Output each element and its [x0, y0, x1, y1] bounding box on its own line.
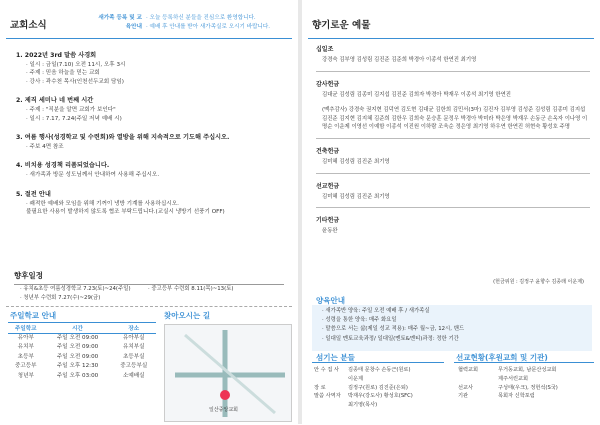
names: 무거동교회, 남문산성교회	[498, 367, 557, 373]
school-table	[8, 322, 156, 381]
list-item	[458, 375, 594, 384]
welcome-line: · 오늘 등록하신 분들을 진심으로 환영합니다.	[146, 15, 256, 21]
left-page	[0, 0, 298, 424]
table-row	[8, 334, 156, 344]
schedule-entry: · 유치&초등 여름성경학교 7.23(토)~24(주일)	[20, 286, 131, 292]
role: 장 로	[314, 384, 326, 391]
news-item-line: · 주보 4면 참조	[26, 144, 64, 151]
names: 최기영(목사)	[348, 402, 378, 409]
cell: 소예배실	[122, 372, 145, 379]
offering-group	[316, 79, 590, 100]
offering-names: 윤동완	[322, 228, 338, 235]
names: 구성태(우크), 정헌석(S국)	[498, 384, 558, 391]
missions-title: 선교현황(후원교회 및 기관)	[456, 353, 548, 362]
map-label: 일산중앙교회	[209, 407, 238, 413]
offering-names: 김미혜 김성림 김진준 최기영	[322, 193, 390, 200]
list-item	[458, 392, 594, 401]
list-item	[458, 384, 594, 393]
offering-group	[316, 106, 590, 139]
cell: 중고등부실	[120, 363, 148, 370]
list-item: · 일대일 멘토교육과정/ 일대일(멘토&멘티)과정: 정한 기간	[322, 335, 459, 342]
news-item-line: · 일시 : 7.17, 7.24(주일 저녁 예배 시)	[26, 115, 122, 122]
cell: 주일 오후 03:00	[56, 372, 99, 379]
missions-list	[458, 366, 594, 401]
news-items	[16, 50, 286, 226]
table-row	[8, 372, 156, 381]
offering-group	[316, 146, 590, 174]
offering-names: 김미혜 김성림 김진준 최기영	[322, 158, 390, 165]
schedule-row	[14, 294, 284, 303]
list-item: · 말씀으로 서는 삶(제일 성교 적용): 매주 월~금, 12시, 밴드	[322, 326, 465, 333]
news-item	[16, 95, 286, 123]
church-marker-icon	[220, 390, 230, 400]
group-divider	[316, 71, 590, 72]
list-item: · 새가족반 양육: 주일 오전 예배 후 / 새가족실	[322, 308, 430, 314]
table-row	[8, 353, 156, 362]
cell: 유아부실	[122, 335, 145, 341]
missions-divider	[454, 362, 594, 363]
cell: 초등부실	[122, 353, 145, 360]
role: 말씀 사역자	[314, 393, 341, 400]
news-item-line: · 강사 : 곽수천 목사(인천선두교회 담임)	[26, 78, 124, 85]
list-item	[314, 384, 448, 393]
cell: 초등부	[17, 353, 34, 360]
school-header-cell: 장소	[112, 323, 156, 334]
list-item	[458, 366, 594, 375]
map-svg	[165, 325, 291, 421]
news-item-line: · 쾌적한 예배와 모임을 위해 기꺼이 냉방 기계를 사용하십시오.	[26, 200, 179, 207]
news-item	[16, 50, 286, 86]
servants-divider	[312, 362, 444, 363]
offering-group-title: 십일조	[316, 46, 334, 53]
news-item-line: 불필요한 사용이 발생하지 않도록 협조 부탁드립니다.(교실시 냉방기 선풍기 OFF)	[26, 209, 225, 216]
news-item	[16, 160, 286, 179]
offering-title: 향기로운 예물	[312, 20, 371, 31]
news-title: 교회소식	[10, 20, 47, 31]
cell: 청년부	[17, 372, 34, 379]
news-item	[16, 132, 286, 151]
map-title: 찾아오시는 길	[164, 311, 211, 320]
location-map	[164, 324, 292, 422]
offering-names: 김대균 김성림 김종미 김지섭 김진준 김희자 박경아 박재우 이종석 최기영 한연진	[322, 91, 511, 98]
news-item-line: · 일시 : 금일(7.10) 오전 11시, 오후 3시	[26, 62, 126, 68]
offering-header	[308, 8, 594, 39]
offering-names: (맥추감사) 강경숙 권지현 김덕연 김도현 김대균 김한희 김민서(3마) 김진자 김부영 김성준 김성림 김종미 김지섭 김진준 김지현 김지혜 김준희 김한우 김희숙 문승훈 문정우 박경아 박미라 박은영 박재우 손동군 손옥자 이나영 이명순 이운제 이영선 이예함 이종석 이진원 이하람 조욱순 정은영 최기영 하우연 한연진 허현숙 황성호 주명	[322, 107, 588, 131]
nurture-title: 양육안내	[316, 296, 345, 305]
servants-list	[314, 366, 448, 410]
news-item-line: · 주제 : 믿음 하늘을 믿는 교회	[26, 70, 100, 77]
welcome-line: · 예배 후 안내를 받아 새가족실로 오시기 바랍니다.	[146, 24, 271, 30]
schedule-entry: · 중고등부 수련회 8.11(목)~13(토)	[148, 286, 234, 292]
offering-note: (헌금위원 : 김정구 윤향수 김종래 이운제)	[493, 279, 584, 285]
news-header	[6, 8, 292, 39]
list-item	[314, 401, 448, 410]
news-item-line: · 새가족과 방문 성도님께서 안내하여 사용해 주십시오.	[26, 172, 160, 179]
category: 기관	[458, 393, 469, 400]
cell: 주일 오전 09:00	[56, 353, 99, 360]
group-divider	[316, 173, 590, 174]
nurture-list	[322, 307, 464, 344]
list-item	[314, 375, 448, 384]
servants-title: 섬기는 분들	[316, 353, 355, 362]
group-divider	[316, 138, 590, 139]
news-item-head: 2. 제직 세미나 네 번째 시간	[16, 97, 94, 105]
news-item	[16, 189, 286, 217]
role: 안 수 집 사	[314, 367, 339, 373]
cell: 중고등부	[14, 363, 37, 370]
news-item-head: 1. 2022년 3rd 말씀 사경회	[16, 52, 97, 59]
schedule-section	[14, 270, 284, 303]
names: 김종태 문창수 손동근(원로)	[348, 367, 411, 373]
cell: 유치부실	[122, 344, 145, 351]
news-item-head: 3. 여름 행사(성경학교 및 수련회)와 열방을 위해 지속적으로 기도해 주십시오.	[16, 134, 230, 142]
school-header-cell: 주일학교	[8, 323, 44, 334]
school-title: 주일학교 안내	[10, 311, 57, 320]
offering-group-title: 감사헌금	[316, 80, 340, 88]
offering-group-title: 기타헌금	[316, 217, 340, 225]
list-item	[314, 392, 448, 401]
cell: 주일 오전 09:00	[56, 344, 99, 351]
list-item	[314, 366, 448, 375]
cell: 유아부	[17, 335, 34, 341]
schedule-title: 향후일정	[14, 271, 43, 280]
cell: 유치부	[17, 344, 34, 351]
cell: 주일 오후 12:30	[56, 363, 99, 370]
table-row	[8, 362, 156, 371]
news-item-head: 5. 절전 안내	[16, 190, 51, 198]
category: 선교사	[458, 384, 474, 391]
category: 협력교회	[458, 367, 479, 373]
right-page	[302, 0, 600, 424]
names: 박재우(강도사) 황성호(SFC)	[348, 393, 413, 400]
news-item-line: · 주제 : "직분을 알면 교회가 보인다"	[26, 107, 116, 114]
school-header-cell: 시간	[44, 323, 112, 334]
group-divider	[316, 207, 590, 208]
offering-group-title: 선교헌금	[316, 182, 340, 190]
offering-names: 강경숙 김부영 김성림 김진준 김준희 박경아 이종석 한연진 최기영	[322, 57, 477, 63]
list-item: · 성령을 통한 양육: 매주 화요일	[322, 317, 397, 324]
offering-group-title: 건축헌금	[316, 147, 340, 155]
schedule-entry: · 청년부 수련회 7.27(수)~29(금)	[20, 295, 101, 301]
offering-group	[316, 44, 590, 72]
table-row	[8, 343, 156, 352]
welcome-text	[146, 14, 270, 32]
names: 제주서린교회	[498, 375, 529, 382]
school-header-row	[8, 323, 156, 334]
schedule-row	[14, 285, 284, 294]
news-item-head: 4. 비치용 성경책 리폼되었습니다.	[16, 162, 110, 170]
offering-groups	[316, 44, 590, 243]
offering-group	[316, 181, 590, 209]
section-divider	[6, 306, 292, 307]
names: 목회자 신학포럼	[498, 393, 535, 400]
names: 김정구(원로) 김진준(은퇴)	[348, 384, 408, 391]
offering-group	[316, 215, 590, 236]
welcome-label: 새가족 등록 및 교육안내	[98, 15, 142, 30]
cell: 주일 오전 09:00	[56, 335, 99, 341]
names: 이운제	[348, 375, 364, 382]
